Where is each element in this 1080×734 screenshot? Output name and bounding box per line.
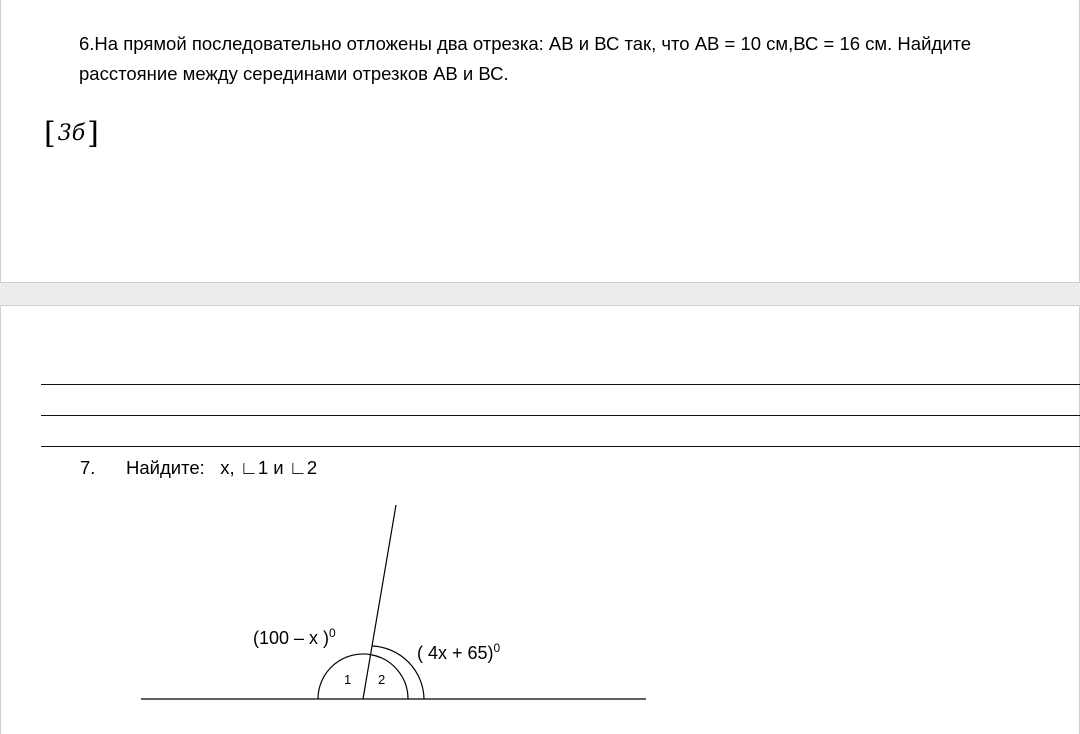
slanted-ray	[363, 505, 396, 699]
angle2-number: 2	[378, 672, 386, 687]
answer-value: 3б	[57, 121, 86, 146]
label-angle-right: ( 4х + 65)$^0$	[417, 641, 501, 663]
label-angle-left: (100 – х )$^0$	[253, 626, 336, 648]
task7-page	[0, 305, 1080, 734]
angle2-arc-inner	[371, 655, 408, 699]
task7-text: Найдите: х, ∟1 и ∟2	[126, 457, 318, 478]
angle1-number: 1	[344, 672, 352, 687]
task6-text: 6.На прямой последовательно отложены два отрезка: АВ и ВС так, что АВ = 10 см,ВС = 16 см. Найдите расстояние между серединами отрезков АВ и ВС.	[79, 33, 972, 84]
answer-bracket-left: [	[44, 116, 56, 151]
task6-answer	[44, 116, 99, 152]
angle-figure	[1, 306, 1079, 734]
task7-number: 7.	[80, 457, 96, 478]
answer-bracket-right: ]	[87, 116, 99, 151]
task6-page	[0, 0, 1080, 283]
